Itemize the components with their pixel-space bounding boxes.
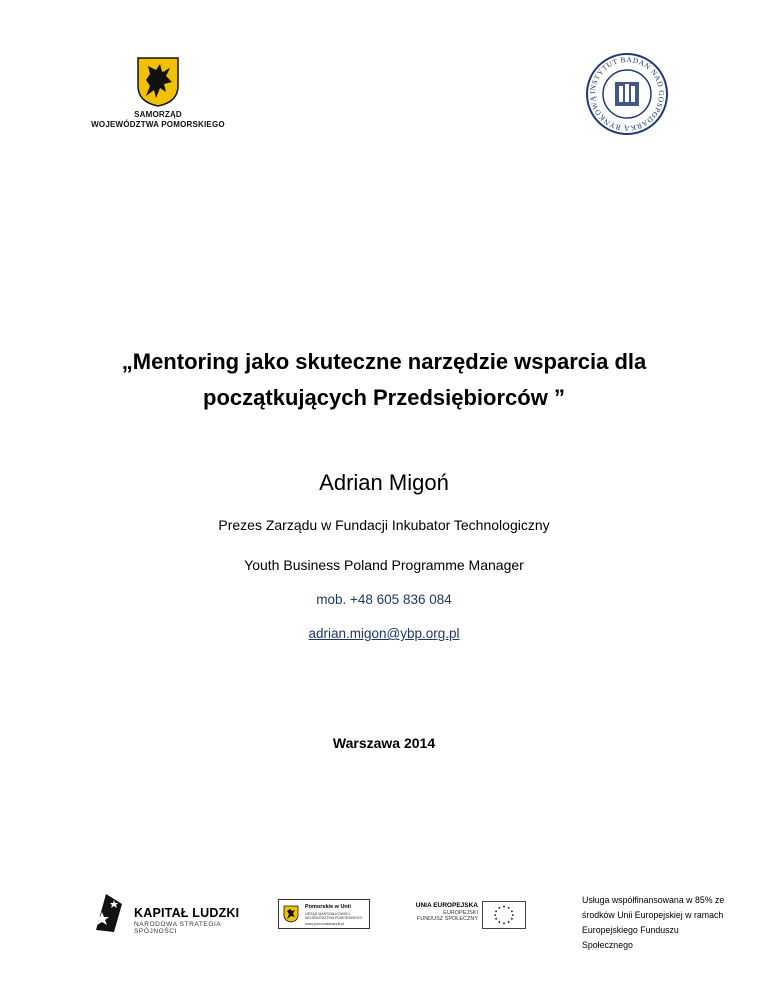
pomorskie-url: www.pomorskiewunii.pl xyxy=(305,922,345,926)
cofinancing-note xyxy=(582,893,752,953)
ibngr-seal-logo xyxy=(585,52,669,136)
author-phone: mob. +48 605 836 084 xyxy=(316,592,452,607)
institute-seal-icon xyxy=(585,52,669,136)
author-email xyxy=(0,626,768,641)
griffin-shield-icon xyxy=(136,56,180,108)
ue-line2: EUROPEJSKI xyxy=(443,910,478,916)
cofinance-line2: środków Unii Europejskiej w ramach xyxy=(582,910,724,920)
pomorskie-griffin-icon xyxy=(283,905,299,923)
kapital-sub-text: NARODOWA STRATEGIA SPÓJNOŚCI xyxy=(134,921,222,935)
author-position: Prezes Zarządu w Fundacji Inkubator Technologiczny xyxy=(218,517,550,533)
logo-left-line2: WOJEWÓDZTWA POMORSKIEGO xyxy=(91,120,225,129)
cofinance-line1: Usługa współfinansowana w 85% ze xyxy=(582,895,725,905)
ue-line3: FUNDUSZ SPOŁECZNY xyxy=(416,916,478,922)
pomorskie-subtitle: URZĄD MARSZAŁKOWSKI WOJEWÓDZTWA POMORSKIEGO xyxy=(305,912,363,920)
document-title xyxy=(40,344,728,416)
kapital-main-text: KAPITAŁ LUDZKI xyxy=(134,906,240,920)
pomorskie-title: Pomorskie w Unii xyxy=(305,904,351,910)
cofinance-line3: Europejskiego Funduszu xyxy=(582,925,679,935)
samorzad-pomorskie-logo xyxy=(88,52,228,134)
title-line-2: początkujących Przedsiębiorców ” xyxy=(203,385,565,410)
logo-left-line1: SAMORZĄD xyxy=(134,110,182,119)
email-link[interactable]: adrian.migon@ybp.org.pl xyxy=(308,626,460,641)
author-programme: Youth Business Poland Programme Manager xyxy=(244,557,524,573)
title-line-1: „Mentoring jako skuteczne narzędzie wsparcia dla xyxy=(121,349,647,374)
unia-europejska-logo xyxy=(402,898,532,932)
kapital-ludzki-star-icon xyxy=(92,890,126,934)
pomorskie-w-unii-logo xyxy=(278,899,370,929)
seal-ring-text: INSTYTUT BADAŃ NAD GOSPODARKĄ RYNKOWĄ xyxy=(587,54,667,134)
kapital-ludzki-logo xyxy=(92,890,262,938)
ue-line1: UNIA EUROPEJSKA xyxy=(415,902,478,909)
city-year: Warszawa 2014 xyxy=(332,735,436,751)
author-name: Adrian Migoń xyxy=(319,470,449,495)
eu-flag-icon xyxy=(482,901,526,929)
cofinance-line4: Społecznego xyxy=(582,940,633,950)
